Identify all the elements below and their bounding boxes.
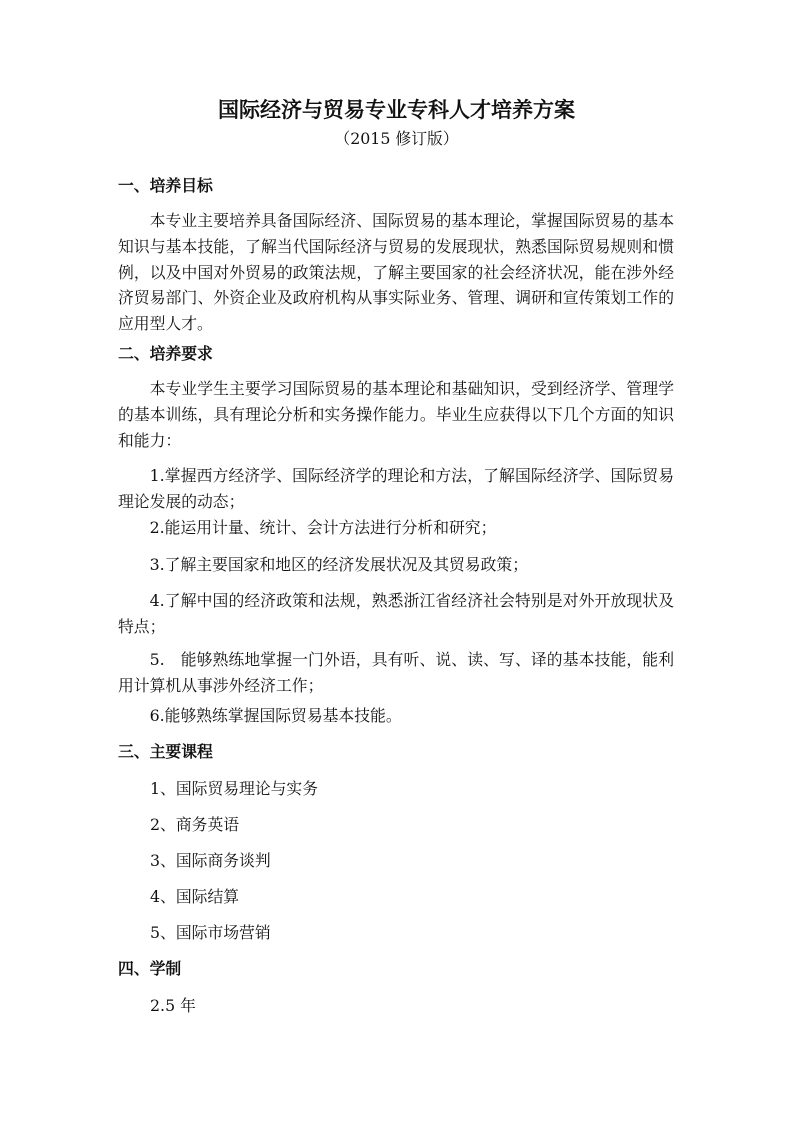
section-heading-courses: 三、主要课程 bbox=[118, 742, 213, 761]
requirement-item: 3.了解主要国家和地区的经济发展状况及其贸易政策； bbox=[149, 555, 528, 574]
document-subtitle: （2015 修订版） bbox=[334, 129, 459, 148]
requirement-item: 1.掌握西方经济学、国际经济学的理论和方法，了解国际经济学、国际贸易理论发展的动态； bbox=[118, 466, 674, 511]
course-item: 2、商务英语 bbox=[150, 815, 240, 834]
section-heading-goals: 一、培养目标 bbox=[118, 176, 213, 195]
requirement-item: 4.了解中国的经济政策和法规，熟悉浙江省经济社会特别是对外开放现状及特点； bbox=[118, 591, 674, 636]
requirements-paragraph: 本专业学生主要学习国际贸易的基本理论和基础知识，受到经济学、管理学的基本训练，具有理论分析和实务操作能力。毕业生应获得以下几个方面的知识和能力： bbox=[118, 379, 674, 450]
course-item: 3、国际商务谈判 bbox=[150, 851, 271, 870]
duration-value: 2.5 年 bbox=[150, 996, 196, 1015]
course-item: 4、国际结算 bbox=[150, 887, 240, 906]
course-item: 5、国际市场营销 bbox=[150, 923, 271, 942]
document-title: 国际经济与贸易专业专科人才培养方案 bbox=[218, 98, 575, 122]
course-item: 1、国际贸易理论与实务 bbox=[150, 779, 319, 798]
section-heading-duration: 四、学制 bbox=[118, 959, 182, 978]
requirement-item: 6.能够熟练掌握国际贸易基本技能。 bbox=[149, 706, 402, 725]
requirement-item: 5. 能够熟练地掌握一门外语，具有听、说、读、写、译的基本技能，能利用计算机从事涉外经济工作； bbox=[118, 650, 674, 695]
requirement-item: 2.能运用计量、统计、会计方法进行分析和研究； bbox=[149, 518, 497, 537]
section-heading-requirements: 二、培养要求 bbox=[118, 344, 213, 363]
goals-paragraph: 本专业主要培养具备国际经济、国际贸易的基本理论，掌握国际贸易的基本知识与基本技能，了解当代国际经济与贸易的发展现状，熟悉国际贸易规则和惯例，以及中国对外贸易的政策法规，了解主要国家的社会经济状况，能在涉外经济贸易部门、外资企业及政府机构从事实际业务、管理、调研和宣传策划工作的应用型人才。 bbox=[118, 211, 674, 334]
